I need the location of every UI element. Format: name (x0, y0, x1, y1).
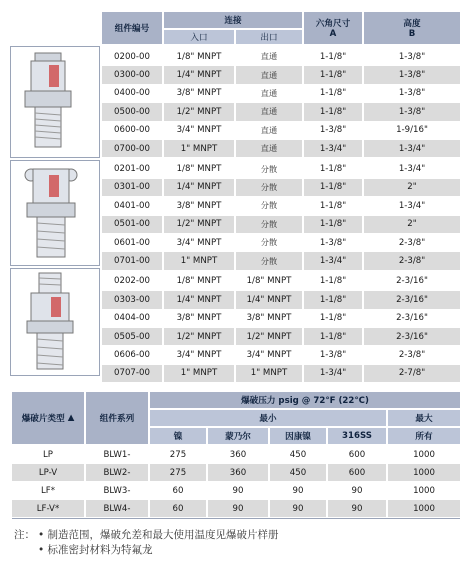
header-disc-type (12, 392, 84, 444)
cell-outlet: 直通 (236, 140, 302, 157)
cell-nickel: 60 (150, 482, 206, 499)
header-hex-letter: A (329, 29, 337, 39)
cell-inlet: 1/8" MNPT (164, 48, 234, 65)
cell-part-no: 0200-00 (102, 48, 162, 65)
cell-height: 1-3/8" (364, 103, 460, 120)
cell-outlet: 分散 (236, 160, 302, 177)
cell-outlet: 直通 (236, 122, 302, 139)
cell-disc-type: LP (12, 446, 84, 463)
cell-part-no: 0404-00 (102, 310, 162, 327)
cell-height: 2" (364, 179, 460, 196)
cell-height: 1-3/4" (364, 160, 460, 177)
cell-monel: 360 (208, 464, 268, 481)
cell-height: 2-3/16" (364, 328, 460, 345)
cell-hex: 1-1/8" (304, 273, 362, 290)
cell-part-no: 0600-00 (102, 122, 162, 139)
cell-hex: 1-3/8" (304, 122, 362, 139)
cell-outlet: 1/2" MNPT (236, 328, 302, 345)
cell-outlet: 分散 (236, 234, 302, 251)
header-nickel: 镍 (150, 428, 206, 444)
cell-height: 2-7/8" (364, 365, 460, 382)
cell-part-no: 0500-00 (102, 103, 162, 120)
cell-disc-type: LF* (12, 482, 84, 499)
cell-part-no: 0701-00 (102, 252, 162, 269)
product-image-straight (10, 46, 100, 158)
cell-height: 2-3/16" (364, 273, 460, 290)
triangle-icon: ▲ (67, 413, 75, 423)
cell-part-no: 0300-00 (102, 66, 162, 83)
product-image-diffuse (10, 160, 100, 266)
cell-series: BLW3- (86, 482, 148, 499)
cell-hex: 1-1/8" (304, 310, 362, 327)
cell-height: 2-3/16" (364, 291, 460, 308)
cell-max: 1000 (388, 464, 460, 481)
cell-outlet: 1/4" MNPT (236, 291, 302, 308)
header-hex-size-label: 六角尺寸 (315, 19, 351, 29)
cell-inlet: 1/4" MNPT (164, 66, 234, 83)
cell-hex: 1-3/4" (304, 140, 362, 157)
cell-height: 1-3/8" (364, 85, 460, 102)
cell-nickel: 60 (150, 500, 206, 517)
cell-inlet: 3/8" MNPT (164, 310, 234, 327)
cell-inlet: 3/8" MNPT (164, 197, 234, 214)
header-height (364, 12, 460, 44)
cell-part-no: 0700-00 (102, 140, 162, 157)
cell-height: 2" (364, 216, 460, 233)
cell-height: 1-3/4" (364, 140, 460, 157)
cell-outlet: 直通 (236, 85, 302, 102)
cell-part-no: 0400-00 (102, 85, 162, 102)
cell-inlet: 1" MNPT (164, 252, 234, 269)
cell-hex: 1-1/8" (304, 197, 362, 214)
cell-outlet: 1" MNPT (236, 365, 302, 382)
header-burst-pressure: 爆破压力 psig @ 72°F (22°C) (150, 392, 460, 408)
cell-part-no: 0505-00 (102, 328, 162, 345)
cell-part-no: 0303-00 (102, 291, 162, 308)
cell-height: 1-3/8" (364, 66, 460, 83)
cell-inlet: 3/4" MNPT (164, 122, 234, 139)
cell-hex: 1-1/8" (304, 328, 362, 345)
cell-monel: 360 (208, 446, 268, 463)
cell-hex: 1-1/8" (304, 48, 362, 65)
cell-hex: 1-3/4" (304, 252, 362, 269)
cell-series: BLW2- (86, 464, 148, 481)
cell-outlet: 分散 (236, 179, 302, 196)
notes-prefix: 注： (14, 529, 35, 541)
cell-outlet: 3/4" MNPT (236, 346, 302, 363)
header-min: 最小 (150, 410, 386, 426)
cell-hex: 1-1/8" (304, 85, 362, 102)
header-connection: 连接 (164, 12, 302, 28)
cell-316ss: 90 (328, 500, 386, 517)
header-series: 组件系列 (86, 392, 148, 444)
header-height-letter: B (408, 29, 416, 39)
cell-316ss: 600 (328, 446, 386, 463)
cell-inlet: 1/4" MNPT (164, 179, 234, 196)
cell-inlet: 1/2" MNPT (164, 216, 234, 233)
header-height-label: 高度 (403, 19, 421, 29)
cell-hex: 1-1/8" (304, 66, 362, 83)
table-bottom-rule (12, 518, 460, 519)
cell-max: 1000 (388, 482, 460, 499)
cell-nickel: 275 (150, 446, 206, 463)
cell-inlet: 1/2" MNPT (164, 328, 234, 345)
header-monel: 蒙乃尔 (208, 428, 268, 444)
cell-inlet: 3/8" MNPT (164, 85, 234, 102)
cell-part-no: 0401-00 (102, 197, 162, 214)
cell-outlet: 直通 (236, 48, 302, 65)
header-disc-type-label: 爆破片类型 (21, 414, 65, 424)
header-all: 所有 (388, 428, 460, 444)
cell-outlet: 直通 (236, 66, 302, 83)
cell-inlet: 1/2" MNPT (164, 103, 234, 120)
cell-max: 1000 (388, 446, 460, 463)
cell-hex: 1-1/8" (304, 160, 362, 177)
cell-outlet: 分散 (236, 197, 302, 214)
cell-inlet: 1/8" MNPT (164, 160, 234, 177)
note-line-1: • 制造范围，爆破允差和最大使用温度见爆破片样册 (38, 529, 279, 541)
cell-height: 1-3/8" (364, 48, 460, 65)
cell-max: 1000 (388, 500, 460, 517)
cell-inconel: 450 (270, 446, 326, 463)
cell-outlet: 分散 (236, 252, 302, 269)
cell-316ss: 90 (328, 482, 386, 499)
cell-height: 2-3/16" (364, 310, 460, 327)
straight-fitting-drawing (11, 47, 99, 157)
cell-monel: 90 (208, 482, 268, 499)
cell-hex: 1-1/8" (304, 179, 362, 196)
cell-outlet: 1/8" MNPT (236, 273, 302, 290)
cell-nickel: 275 (150, 464, 206, 481)
diffuse-fitting-drawing (11, 161, 99, 265)
header-hex-size (304, 12, 362, 44)
header-inlet: 入口 (164, 30, 234, 44)
cell-inlet: 3/4" MNPT (164, 346, 234, 363)
cell-series: BLW1- (86, 446, 148, 463)
cell-inconel: 90 (270, 500, 326, 517)
cell-inlet: 1/8" MNPT (164, 273, 234, 290)
cell-part-no: 0301-00 (102, 179, 162, 196)
threaded-fitting-drawing (11, 269, 99, 375)
header-outlet: 出口 (236, 30, 302, 44)
cell-hex: 1-1/8" (304, 291, 362, 308)
cell-inconel: 450 (270, 464, 326, 481)
cell-part-no: 0501-00 (102, 216, 162, 233)
cell-outlet: 分散 (236, 216, 302, 233)
cell-inlet: 1" MNPT (164, 140, 234, 157)
cell-hex: 1-3/8" (304, 346, 362, 363)
cell-outlet: 直通 (236, 103, 302, 120)
cell-hex: 1-3/8" (304, 234, 362, 251)
cell-part-no: 0201-00 (102, 160, 162, 177)
cell-inconel: 90 (270, 482, 326, 499)
cell-hex: 1-1/8" (304, 103, 362, 120)
cell-disc-type: LF-V* (12, 500, 84, 517)
note-line-2: • 标准密封材料为特氟龙 (38, 544, 153, 556)
cell-height: 2-3/8" (364, 346, 460, 363)
cell-height: 1-9/16" (364, 122, 460, 139)
cell-inlet: 3/4" MNPT (164, 234, 234, 251)
header-part-no: 组件编号 (102, 12, 162, 44)
cell-disc-type: LP-V (12, 464, 84, 481)
header-max: 最大 (388, 410, 460, 426)
cell-part-no: 0707-00 (102, 365, 162, 382)
cell-height: 2-3/8" (364, 252, 460, 269)
cell-part-no: 0202-00 (102, 273, 162, 290)
product-image-threaded (10, 268, 100, 376)
cell-inlet: 1" MNPT (164, 365, 234, 382)
cell-monel: 90 (208, 500, 268, 517)
cell-inlet: 1/4" MNPT (164, 291, 234, 308)
cell-hex: 1-3/4" (304, 365, 362, 382)
cell-part-no: 0606-00 (102, 346, 162, 363)
cell-outlet: 3/8" MNPT (236, 310, 302, 327)
cell-part-no: 0601-00 (102, 234, 162, 251)
cell-height: 1-3/4" (364, 197, 460, 214)
cell-height: 2-3/8" (364, 234, 460, 251)
header-316ss: 316SS (328, 428, 386, 444)
header-inconel: 因康镍 (270, 428, 326, 444)
cell-series: BLW4- (86, 500, 148, 517)
cell-hex: 1-1/8" (304, 216, 362, 233)
cell-316ss: 600 (328, 464, 386, 481)
